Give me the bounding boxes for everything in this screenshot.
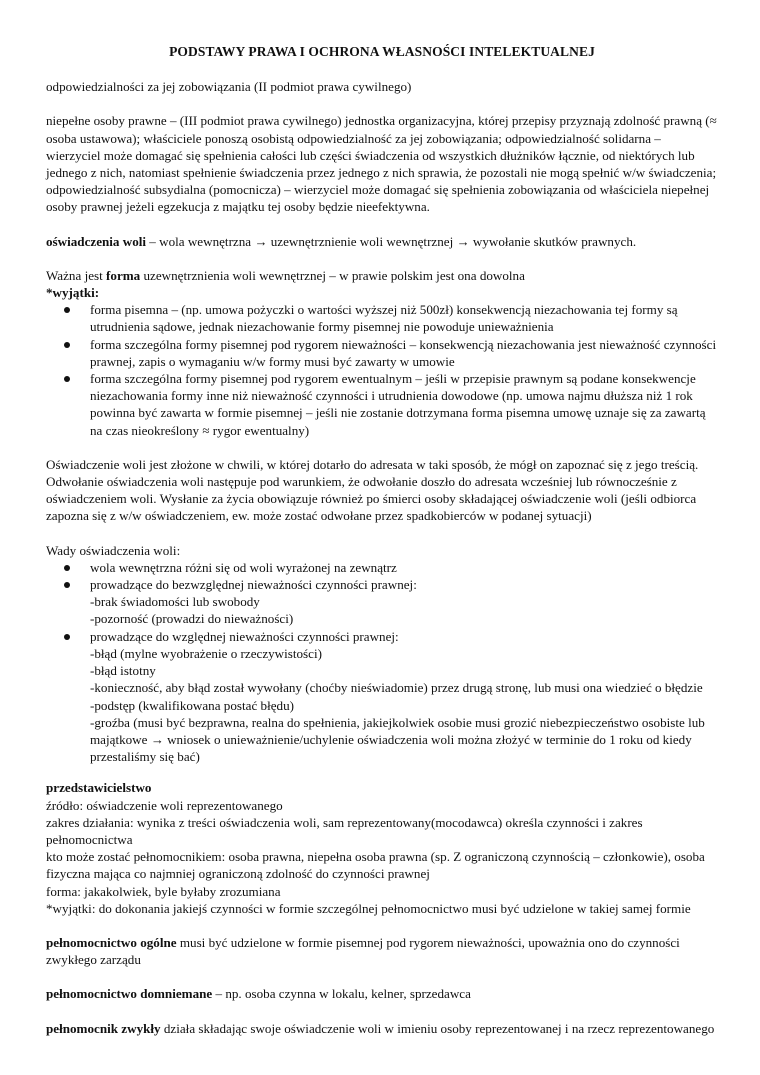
list-item	[90, 576, 718, 628]
wyjatki-label-text: *wyjątki:	[46, 285, 100, 301]
wady-bezwzgledna-head: prowadzące do bezwzględnej nieważności czynności prawnej:	[90, 577, 417, 593]
forma-pre: Ważna jest	[46, 267, 107, 283]
forma-post: uzewnętrznienia woli wewnętrznej – w prawie polskim jest ona dowolna	[140, 267, 525, 283]
term-forma: forma	[106, 267, 141, 283]
paragraph-forma	[46, 267, 718, 284]
definition-pelnomocnictwo-ogolne: musi być udzielone w formie pisemnej pod rygorem nieważności, upoważnia ono do czynności zwykłego zarządu	[46, 934, 680, 968]
term-pelnomocnik-zwykly: pełnomocnik zwykły	[46, 1020, 161, 1036]
term-pelnomocnictwo-domniemane: pełnomocnictwo domniemane	[46, 986, 213, 1002]
paragraph-pelnomocnictwo-ogolne	[46, 934, 718, 968]
wady-wzgledna-head: prowadzące do względnej nieważności czynności prawnej:	[90, 628, 399, 644]
term-pelnomocnictwo-ogolne: pełnomocnictwo ogólne	[46, 934, 177, 950]
wyjatki-list	[46, 301, 718, 439]
wady-label: Wady oświadczenia woli:	[46, 542, 181, 558]
term-oswiadczenia-woli: oświadczenia woli	[46, 233, 147, 249]
paragraph-intro: odpowiedzialności za jej zobowiązania (II podmiot prawa cywilnego)	[46, 79, 412, 95]
wady-sub-item: -podstęp (kwalifikowana postać błędu)	[90, 697, 294, 713]
wady-sub-item: -konieczność, aby błąd został wywołany (choćby nieświadomie) przez drugą stronę, lub musi ona wiedzieć o błędzie	[90, 680, 703, 696]
definition-pelnomocnictwo-domniemane: – np. osoba czynna w lokalu, kelner, sprzedawca	[212, 986, 471, 1002]
paragraph-oswiadczenia-woli	[46, 233, 718, 250]
wady-sub-item: -błąd (mylne wyobrażenie o rzeczywistości)	[90, 645, 322, 661]
list-item: forma pisemna – (np. umowa pożyczki o wartości wyższej niż 500zł) konsekwencją niezachowania tej formy są utrudnienia sądowe, jednak niezachowanie formy pisemnej nie powoduje unieważnienia	[90, 301, 718, 335]
list-item: forma szczególna formy pisemnej pod rygorem ewentualnym – jeśli w przepisie prawnym są podane konsekwencje niezachowania formy inne niż nieważność czynności i utrudnienia dowodowe (np. umowa najmu dłuższa niż 1 rok powinna być zawarta w formie pisemnej – jeśli nie zostanie dotrzymana forma pisemna umowę uznaje się za zawartą na czas nieokreślony ≈ rygor ewentualny)	[90, 370, 718, 439]
paragraph-pelnomocnik-zwykly	[46, 1020, 718, 1037]
wady-sub-item: -brak świadomości lub swobody	[90, 594, 260, 610]
przedstawicielstwo-heading-text: przedstawicielstwo	[46, 780, 152, 796]
przedstawicielstwo-line: forma: jakakolwiek, byle byłaby zrozumiana	[46, 883, 281, 899]
wyjatki-label	[46, 284, 718, 301]
definition-pelnomocnik-zwykly: działa składając swoje oświadczenie woli w imieniu osoby reprezentowanej i na rzecz reprezentowanego	[160, 1020, 715, 1036]
wady-sub-item: -groźba (musi być bezprawna, realna do spełnienia, jakiejkolwiek osobie musi grozić niebezpieczeństwo osobiste lub majątkowe → wniosek o unieważnienie/uchylenie oświadczenia woli można złożyć w terminie do 1 roku od kiedy przestaliśmy się bać)	[90, 714, 705, 765]
przedstawicielstwo-line: kto może zostać pełnomocnikiem: osoba prawna, niepełna osoba prawna (sp. Z ograniczoną czynnością – członkowie), osoba fizyczna mająca co najmniej ograniczoną zdolność do czynności prawnej	[46, 849, 705, 882]
paragraph-niepelne-osoby-prawne: niepełne osoby prawne – (III podmiot prawa cywilnego) jednostka organizacyjna, której przepisy przyznają zdolność prawną (≈ osoba ustawowa); właściciele ponoszą osobistą odpowiedzialność za jej zobowiązania; odpowiedzialność solidarna – wierzyciel może domagać się spełnienia całości lub części świadczenia od wszystkich dłużników łącznie, od niektórych lub jednego z nich, natomiast spełnienie świadczenia przez jednego z nich sprawia, że pozostali nie mogą spełnić w/w świadczenia; odpowiedzialność subsydialna (pomocnicza) – wierzyciel może domagać się spełnienia zobowiązania od właściciela niepełnej osoby prawnej jeżeli egzekucja z majątku tej osoby będzie nieefektywna.	[46, 113, 717, 215]
przedstawicielstwo-line: *wyjątki: do dokonania jakiejś czynności w formie szczególnej pełnomocnictwo musi być udzielone w takiej samej formie	[46, 900, 691, 916]
paragraph-pelnomocnictwo-domniemane	[46, 985, 718, 1002]
list-item: forma szczególna formy pisemnej pod rygorem nieważności – konsekwencją niezachowania jest nieważność czynności prawnej, zapis o wymaganiu w/w formy musi być zawarty w umowie	[90, 336, 717, 369]
przedstawicielstwo-heading	[46, 779, 718, 796]
wady-list	[46, 559, 718, 765]
page-title: PODSTAWY PRAWA I OCHRONA WŁASNOŚCI INTELEKTUALNEJ	[169, 44, 595, 59]
wady-sub-item: -błąd istotny	[90, 663, 156, 679]
wady-sub-item: -pozorność (prowadzi do nieważności)	[90, 611, 294, 627]
list-item: wola wewnętrzna różni się od woli wyrażonej na zewnątrz	[90, 559, 718, 576]
paragraph-zlozenie-oswiadczenia: Oświadczenie woli jest złożone w chwili, w której dotarło do adresata w taki sposób, że mógł on zapoznać się z jego treścią. Odwołanie oświadczenia woli następuje pod warunkiem, że odwołanie doszło do adresata wcześniej lub równocześnie z oświadczeniem woli. Wysłanie za życia obowiązuje również po śmierci osoby składającej oświadczenie woli (jeśli odbiorca zapozna się z w/w oświadczeniem, ew. może zostać odwołane przez spadkobierców w podanej sytuacji)	[46, 456, 699, 524]
przedstawicielstwo-line: zakres działania: wynika z treści oświadczenia woli, sam reprezentowany(mocodawca) określa czynności i zakres pełnomocnictwa	[46, 814, 643, 847]
document-page	[46, 43, 718, 1037]
przedstawicielstwo-line: źródło: oświadczenie woli reprezentowanego	[46, 797, 283, 813]
definition-oswiadczenia-woli: – wola wewnętrzna → uzewnętrznienie woli wewnętrznej → wywołanie skutków prawnych.	[146, 233, 637, 249]
list-item	[90, 628, 718, 766]
